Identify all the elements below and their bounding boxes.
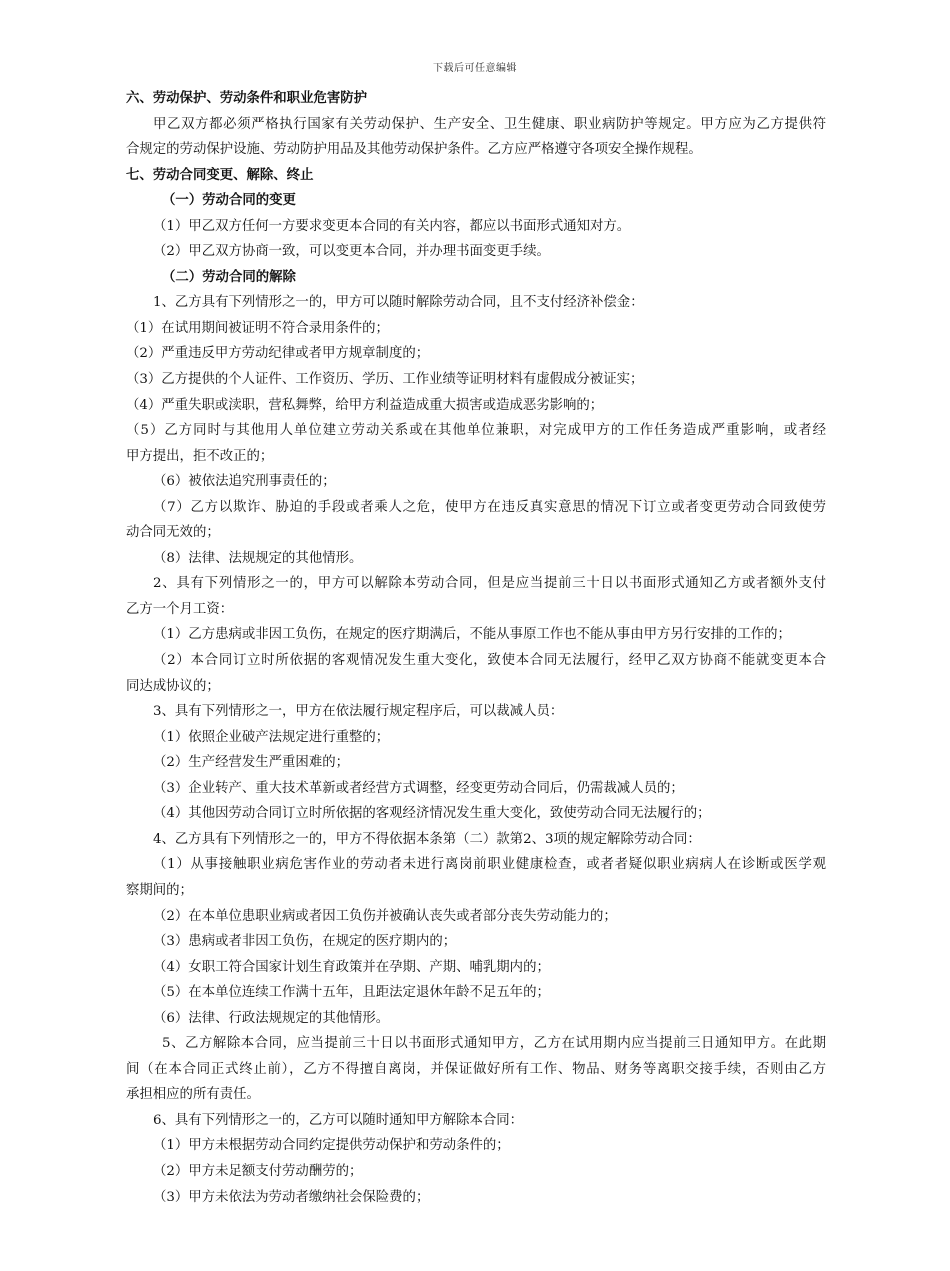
paragraph-line: （3）甲方未依法为劳动者缴纳社会保险费的；	[153, 1189, 430, 1205]
paragraph-line: 甲方提出，拒不改正的；	[126, 448, 274, 464]
paragraph-line: （1）甲方未根据劳动合同约定提供劳动保护和劳动条件的；	[153, 1138, 510, 1154]
paragraph-line: 6、具有下列情形之一的，乙方可以随时通知甲方解除本合同：	[153, 1112, 524, 1128]
document-body	[126, 86, 826, 1210]
paragraph-line: （1）甲乙双方任何一方要求变更本合同的有关内容，都应以书面形式通知对方。	[153, 218, 631, 234]
paragraph-line: （2）严重违反甲方劳动纪律或者甲方规章制度的；	[126, 346, 430, 362]
paragraph-line: （3）乙方提供的个人证件、工作资历、学历、工作业绩等证明材料有虚假成分被证实；	[126, 372, 644, 388]
paragraph-line: （4）其他因劳动合同订立时所依据的客观经济情况发生重大变化，致使劳动合同无法履行的；	[153, 806, 711, 822]
section-heading: 六、劳动保护、劳动条件和职业危害防护	[126, 90, 368, 106]
paragraph-line: 间（在本合同正式终止前），乙方不得擅自离岗，并保证做好所有工作、物品、财务等离职交接手续，否则由乙方	[126, 1061, 826, 1077]
section-heading: 七、劳动合同变更、解除、终止	[126, 166, 314, 183]
paragraph-line: （5）在本单位连续工作满十五年，且距法定退休年龄不足五年的；	[153, 985, 550, 1001]
paragraph-line: 动合同无效的；	[126, 525, 220, 541]
paragraph-line: （3）企业转产、重大技术革新或者经营方式调整，经变更劳动合同后，仍需裁减人员的；	[153, 780, 684, 796]
paragraph-line: 3、具有下列情形之一，甲方在依法履行规定程序后，可以裁减人员：	[153, 704, 564, 720]
paragraph-line: （1）乙方患病或非因工负伤，在规定的医疗期满后，不能从事原工作也不能从事由甲方另行安排的工作的；	[153, 627, 791, 643]
paragraph-line: （2）生产经营发生严重困难的；	[153, 755, 349, 771]
paragraph-line: （1）在试用期间被证明不符合录用条件的；	[126, 320, 389, 336]
paragraph-line: （2）甲方未足额支付劳动酬劳的；	[153, 1163, 363, 1179]
paragraph-line: （2）在本单位患职业病或者因工负伤并被确认丧失或者部分丧失劳动能力的；	[153, 908, 617, 924]
paragraph-line: 5、乙方解除本合同，应当提前三十日以书面形式通知甲方，乙方在试用期内应当提前三日通知甲方。在此期	[162, 1036, 826, 1052]
paragraph-line: 承担相应的所有责任。	[126, 1087, 260, 1103]
section-heading: （一）劳动合同的变更	[162, 192, 296, 209]
paragraph-line: （7）乙方以欺诈、胁迫的手段或者乘人之危，使甲方在违反真实意思的情况下订立或者变更劳动合同致使劳	[153, 499, 826, 515]
paragraph-line: （2）本合同订立时所依据的客观情况发生重大变化，致使本合同无法履行，经甲乙双方协商不能就变更本合	[153, 653, 826, 669]
section-heading: （二）劳动合同的解除	[162, 268, 296, 285]
paragraph-line: 1、乙方具有下列情形之一的，甲方可以随时解除劳动合同，且不支付经济补偿金：	[153, 295, 644, 311]
paragraph-line: 2、具有下列情形之一的，甲方可以解除本劳动合同，但是应当提前三十日以书面形式通知乙方或者额外支付	[153, 576, 826, 592]
paragraph-line: （8）法律、法规规定的其他情形。	[153, 550, 363, 566]
page-header: 下载后可任意编辑	[433, 63, 517, 74]
paragraph-line: （5）乙方同时与其他用人单位建立劳动关系或在其他单位兼职，对完成甲方的工作任务造成严重影响，或者经	[126, 423, 826, 439]
paragraph-line: 4、乙方具有下列情形之一的，甲方不得依据本条第（二）款第2、3项的规定解除劳动合同：	[153, 831, 701, 847]
paragraph-line: （2）甲乙双方协商一致，可以变更本合同，并办理书面变更手续。	[153, 244, 550, 260]
paragraph-line: 察期间的；	[126, 882, 193, 898]
paragraph-line: 乙方一个月工资：	[126, 601, 234, 617]
paragraph-line: （3）患病或者非因工负伤，在规定的医疗期内的；	[153, 934, 457, 950]
paragraph-line: 甲乙双方都必须严格执行国家有关劳动保护、生产安全、卫生健康、职业病防护等规定。甲方应为乙方提供符	[153, 116, 826, 132]
paragraph-line: 合规定的劳动保护设施、劳动防护用品及其他劳动保护条件。乙方应严格遵守各项安全操作规程。	[126, 142, 702, 158]
paragraph-line: 同达成协议的；	[126, 678, 220, 694]
paragraph-line: （4）女职工符合国家计划生育政策并在孕期、产期、哺乳期内的；	[153, 959, 550, 975]
paragraph-line: （6）被依法追究刑事责任的；	[153, 474, 336, 490]
paragraph-line: （6）法律、行政法规规定的其他情形。	[153, 1010, 390, 1026]
paragraph-line: （1）从事接触职业病危害作业的劳动者未进行离岗前职业健康检查，或者者疑似职业病病人在诊断或医学观	[153, 857, 826, 873]
paragraph-line: （4）严重失职或渎职，营私舞弊，给甲方利益造成重大损害或造成恶劣影响的；	[126, 397, 604, 413]
paragraph-line: （1）依照企业破产法规定进行重整的；	[153, 729, 390, 745]
